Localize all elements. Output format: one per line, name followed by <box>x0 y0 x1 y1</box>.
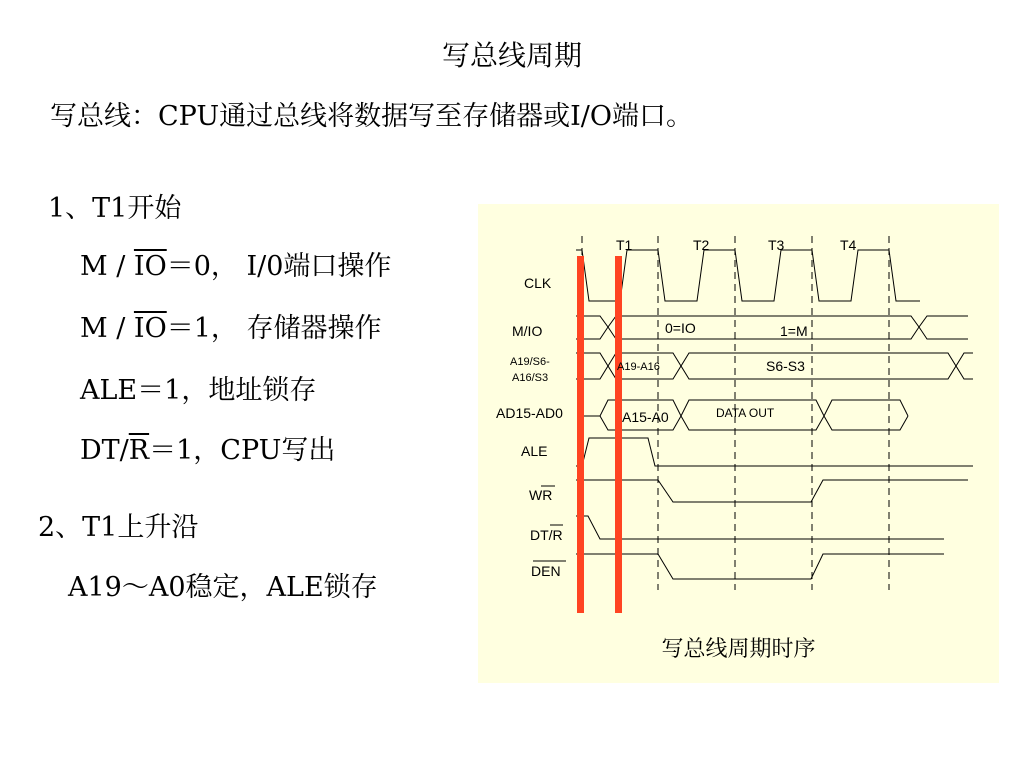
timing-diagram-panel <box>478 204 999 683</box>
bus-label-data-out: DATA OUT <box>716 406 775 420</box>
bus-label-mio-high: 1=M <box>780 323 808 339</box>
mio1-suffix: ＝1， 存储器操作 <box>166 313 382 344</box>
mio1-prefix: M / <box>80 313 134 344</box>
diagram-caption: 写总线周期时序 <box>661 637 816 662</box>
signal-label-den: DEN <box>531 563 561 579</box>
signal-label-ad15: AD15-AD0 <box>496 405 563 421</box>
page-title: 写总线周期 <box>441 39 582 72</box>
step1-ale: ALE＝1，地址锁存 <box>80 375 317 406</box>
mio0-io-overlined: $\overline{IO}$ <box>133 251 167 282</box>
step1-mio1 <box>80 306 382 345</box>
dtr-prefix: DT/ <box>80 435 129 466</box>
step2-heading: 2、T1上升沿 <box>38 512 199 543</box>
signal-label-clk: CLK <box>524 275 552 291</box>
period-label-t4: T4 <box>840 237 857 253</box>
step2-body: A19～A0稳定，ALE锁存 <box>68 572 378 603</box>
timing-diagram <box>478 204 999 683</box>
signal-label-mio: M/IO <box>512 323 543 339</box>
dtr-suffix: ＝1，CPU写出 <box>149 435 336 466</box>
dtr-r-overlined: $\overline{R}$ <box>128 435 150 466</box>
step1-heading: 1、T1开始 <box>48 193 182 224</box>
period-label-t3: T3 <box>768 237 785 253</box>
step1-mio0 <box>80 244 391 283</box>
period-label-t2: T2 <box>693 237 710 253</box>
signal-label-ale: ALE <box>521 443 548 459</box>
period-label-t1: T1 <box>616 237 633 253</box>
description: 写总线：CPU通过总线将数据写至存储器或I/O端口。 <box>50 101 694 132</box>
signal-label-wr: WR <box>529 487 553 503</box>
t1-start-bar <box>577 256 584 613</box>
t1-highlight-bars <box>577 256 622 613</box>
signal-label-dtr: DT/R <box>530 527 563 543</box>
ale-wave <box>576 438 973 466</box>
mio0-prefix: M / <box>80 251 134 282</box>
step1-dtr <box>80 428 335 467</box>
mio1-io-overlined: $\overline{IO}$ <box>133 313 167 344</box>
clk-wave <box>576 250 920 301</box>
signal-label-a16s3: A16/S3 <box>512 372 549 384</box>
mio0-suffix: ＝0， I/0端口操作 <box>166 251 392 282</box>
signal-label-a19s6: A19/S6- <box>510 356 550 368</box>
bus-label-addr-high: A19-A16 <box>617 361 660 373</box>
wr-wave <box>576 480 968 502</box>
t1-rising-edge-bar <box>615 256 622 613</box>
mio-wave <box>576 316 968 339</box>
bus-label-status: S6-S3 <box>766 358 805 374</box>
bus-label-addr-low: A15-A0 <box>622 409 669 425</box>
bus-label-mio-low: 0=IO <box>665 320 696 336</box>
